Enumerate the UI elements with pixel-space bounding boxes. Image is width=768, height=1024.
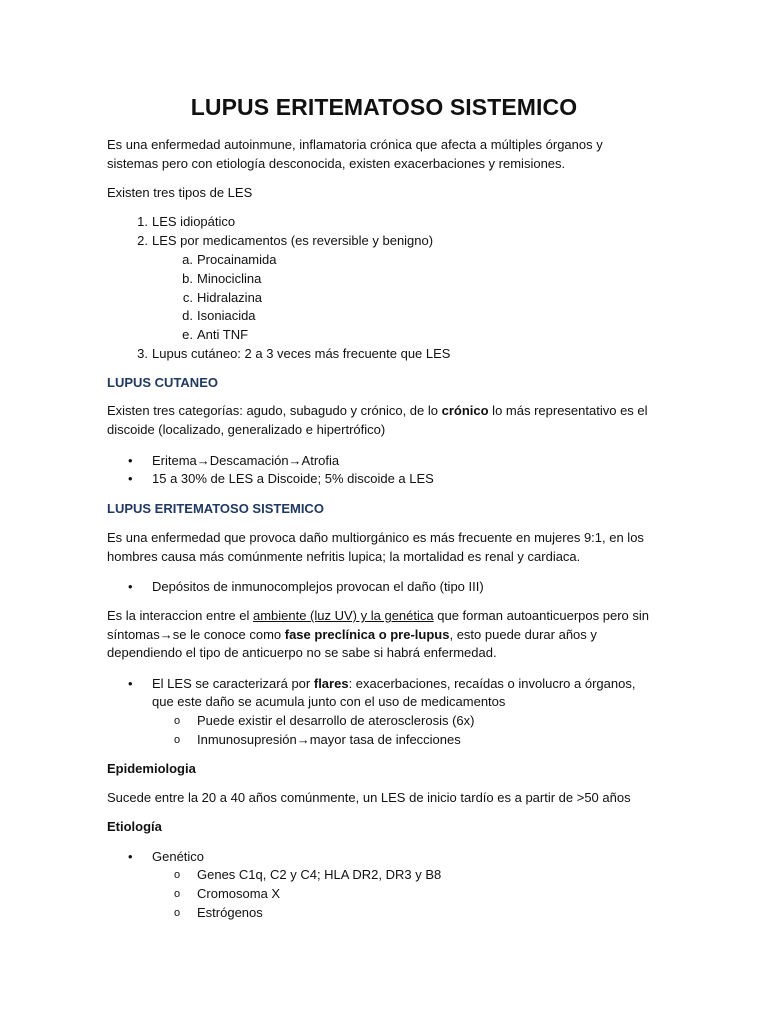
sublist-item: Puede existir el desarrollo de aterosclerosis (6x) [197,713,475,728]
circle-bullet-icon: o [174,715,181,727]
intro-line-2: sistemas pero con etiología desconocida, existen exacerbaciones y remisiones. [107,156,566,171]
sublist-item: Isoniacida [197,308,256,323]
circle-bullet-icon: o [174,888,181,900]
les-p2-line-2: síntomas→se le conoce como fase preclínica o pre-lupus, esto puede durar años y [107,627,597,642]
bullet-icon: • [128,471,133,486]
sublist-item: Procainamida [197,252,277,267]
list-item: Eritema→Descamación→Atrofia [152,453,340,468]
cutaneo-line-2: discoide (localizado, generalizado e hipertrófico) [107,422,386,437]
list-item: Depósitos de inmunocomplejos provocan el daño (tipo III) [152,579,484,594]
list-item: Lupus cutáneo: 2 a 3 veces más frecuente que LES [152,346,451,361]
les-p1-line-2: hombres causa más comúnmente nefritis lupica; la mortalidad es renal y cardiaca. [107,549,581,564]
types-intro: Existen tres tipos de LES [107,185,253,200]
sublist-item: Anti TNF [197,327,249,342]
list-item: LES idiopático [152,214,236,229]
bullet-icon: • [128,579,133,594]
epidemiologia-text: Sucede entre la 20 a 40 años comúnmente, un LES de inicio tardío es a partir de >50 años [107,790,631,805]
sublist-letter: e. [182,327,193,342]
section-heading-cutaneo: LUPUS CUTANEO [107,375,218,390]
sublist-letter: c. [182,290,193,305]
bullet-icon: • [128,849,133,864]
circle-bullet-icon: o [174,869,181,881]
page-title: LUPUS ERITEMATOSO SISTEMICO [190,94,578,120]
cutaneo-line-1: Existen tres categorías: agudo, subagudo y crónico, de lo crónico lo más representativo es el [107,403,648,418]
sublist-item: Estrógenos [197,905,263,920]
list-number: 3. [137,346,148,361]
sublist-item: Genes C1q, C2 y C4; HLA DR2, DR3 y B8 [197,867,442,882]
les-p1-line-1: Es una enfermedad que provoca daño multiorgánico es más frecuente en mujeres 9:1, en los [107,530,644,545]
les-p2-line-1: Es la interaccion entre el ambiente (luz UV) y la genética que forman autoanticuerpos pero sin [107,608,649,623]
list-item: 15 a 30% de LES a Discoide; 5% discoide a LES [152,471,434,486]
sublist-item: Hidralazina [197,290,263,305]
sublist-letter: b. [182,271,193,286]
list-number: 2. [137,233,148,248]
sublist-item: Inmunosupresión→mayor tasa de infecciones [197,732,461,747]
list-item: El LES se caracterizará por flares: exacerbaciones, recaídas o involucro a órganos, [152,676,636,691]
intro-line-1: Es una enfermedad autoinmune, inflamatoria crónica que afecta a múltiples órganos y [107,137,603,152]
les-p2-line-3: dependiendo el tipo de anticuerpo no se sabe si habrá enfermedad. [107,645,497,660]
list-number: 1. [137,214,148,229]
section-heading-les: LUPUS ERITEMATOSO SISTEMICO [107,501,324,516]
sublist-letter: a. [182,252,193,267]
list-item: LES por medicamentos (es reversible y benigno) [152,233,434,248]
bullet-icon: • [128,453,133,468]
section-heading-epidemiologia: Epidemiologia [107,761,196,776]
circle-bullet-icon: o [174,734,181,746]
list-item-continuation: que este daño se acumula junto con el uso de medicamentos [152,694,506,709]
bullet-icon: • [128,676,133,691]
list-item: Genético [152,849,205,864]
sublist-item: Minociclina [197,271,262,286]
sublist-letter: d. [182,308,193,323]
circle-bullet-icon: o [174,907,181,919]
sublist-item: Cromosoma X [197,886,281,901]
section-heading-etiologia: Etiología [107,819,162,834]
